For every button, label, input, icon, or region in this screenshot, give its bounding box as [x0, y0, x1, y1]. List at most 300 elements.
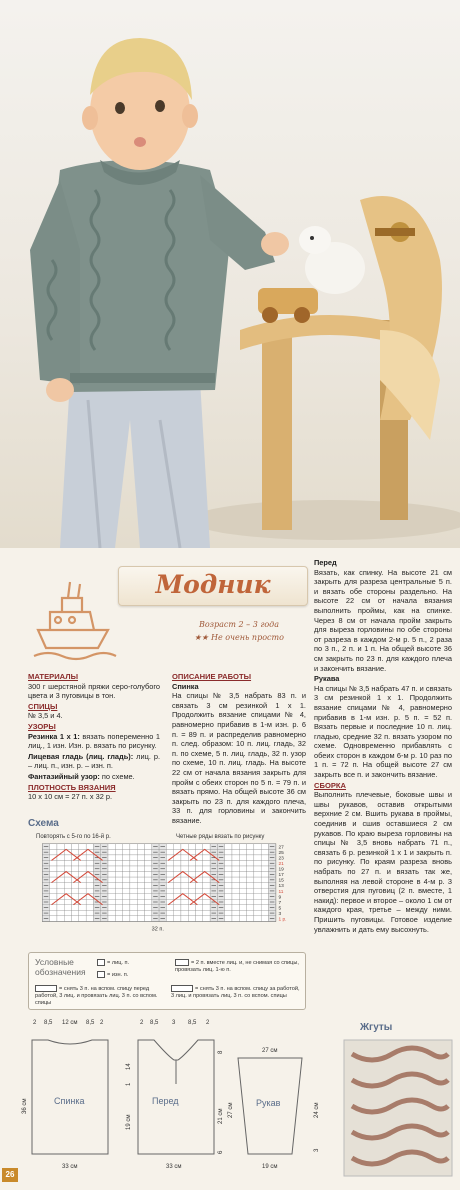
chart-cell	[57, 844, 64, 850]
chart-cell	[86, 866, 93, 872]
chart-cell	[108, 888, 115, 894]
chart-cell	[108, 910, 115, 916]
chart-cell	[174, 905, 181, 911]
chart-cell	[123, 860, 130, 866]
row-label: 17	[278, 873, 284, 879]
back-top-dim-1: 8,5	[44, 1020, 53, 1026]
chart-cell	[261, 894, 268, 900]
back-top-dim-2: 12 см	[62, 1020, 78, 1026]
chart-cell	[247, 872, 254, 878]
chart-cell	[247, 905, 254, 911]
sleeve-bottom-dim: 19 см	[262, 1164, 278, 1170]
chart-cell	[203, 866, 210, 872]
chart-cell	[115, 872, 122, 878]
even-rows-note: Четные ряды вязать по рисунку	[176, 834, 265, 840]
chart-cell	[188, 866, 195, 872]
chart-cell	[239, 866, 246, 872]
chart-cell	[108, 877, 115, 883]
chart-cell	[232, 905, 239, 911]
needles-heading: СПИЦЫ	[28, 701, 58, 711]
chart-cell	[64, 899, 71, 905]
chart-cell	[115, 905, 122, 911]
front-name: Перед	[152, 1096, 179, 1106]
chart-cell	[188, 916, 195, 922]
chart-cell	[123, 910, 130, 916]
chart-cell	[123, 905, 130, 911]
chart-cell	[225, 905, 232, 911]
chart-cell	[72, 883, 79, 889]
cables-title: Жгуты	[360, 1022, 393, 1033]
chart-cell	[203, 905, 210, 911]
chart-cell	[188, 888, 195, 894]
chart-cell	[115, 860, 122, 866]
chart-cell	[174, 860, 181, 866]
chart-cell	[64, 888, 71, 894]
chart-cell	[166, 910, 173, 916]
legend-item-purl	[97, 971, 128, 979]
front-sleeve-column	[314, 558, 452, 934]
chart-cell	[86, 905, 93, 911]
chart-cell	[254, 888, 261, 894]
chart-cell	[144, 910, 151, 916]
chart-cell	[247, 844, 254, 850]
chart-cell	[72, 860, 79, 866]
chart-cell	[239, 888, 246, 894]
chart-cell	[232, 910, 239, 916]
chart-cell	[79, 910, 86, 916]
rib-title: Резинка 1 х 1:	[28, 731, 80, 741]
cable-front-swatch	[35, 985, 57, 992]
sleeve-top-dim: 27 см	[262, 1048, 278, 1054]
chart-cell	[196, 844, 203, 850]
stockinette-pattern	[28, 752, 160, 771]
chart-cell	[261, 866, 268, 872]
chart-cell	[137, 899, 144, 905]
schema-title: Схема	[28, 818, 59, 829]
ship-toy-icon	[28, 572, 120, 668]
chart-cell	[57, 916, 64, 922]
chart-cell	[50, 916, 57, 922]
chart-cell	[225, 899, 232, 905]
chart-cell	[181, 877, 188, 883]
chart-cell	[137, 872, 144, 878]
chart-cell	[144, 905, 151, 911]
chart-cell	[57, 905, 64, 911]
chart-cell	[239, 849, 246, 855]
difficulty-stars: ★★	[194, 633, 209, 642]
chart-cell	[261, 905, 268, 911]
stockinette-text: лиц. р. – лиц. п., изн. р. – изн. п.	[28, 751, 160, 771]
chart-cell	[79, 888, 86, 894]
chart-cell	[181, 916, 188, 922]
chart-cell	[130, 860, 137, 866]
chart-cell	[108, 844, 115, 850]
chart-cell	[247, 883, 254, 889]
chart-cell	[144, 899, 151, 905]
chart-cell	[203, 888, 210, 894]
chart-cell	[137, 855, 144, 861]
chart-cell	[261, 855, 268, 861]
chart-cell	[181, 899, 188, 905]
row-label: 9	[278, 895, 282, 901]
chart-cell	[72, 866, 79, 872]
chart-cell	[79, 883, 86, 889]
front-top-dim-1: 8,5	[150, 1020, 159, 1026]
chart-cell	[130, 905, 137, 911]
chart-cell	[137, 844, 144, 850]
chart-cell	[72, 916, 79, 922]
chart-cell	[232, 899, 239, 905]
back-side-dim: 36 см	[22, 1098, 28, 1114]
row-label: 21	[278, 862, 284, 868]
chart-cell	[123, 883, 130, 889]
chart-cell	[166, 866, 173, 872]
chart-cell	[225, 844, 232, 850]
chart-cell	[115, 866, 122, 872]
chart-cell	[123, 877, 130, 883]
chart-cell	[86, 860, 93, 866]
chart-cell	[254, 849, 261, 855]
chart-cell	[247, 910, 254, 916]
chart-cell	[144, 855, 151, 861]
chart-cell	[86, 899, 93, 905]
chart-cell	[64, 877, 71, 883]
instructions-heading: ОПИСАНИЕ РАБОТЫ	[172, 672, 252, 681]
chart-cell	[225, 877, 232, 883]
chart-cell	[225, 894, 232, 900]
chart-cell	[181, 844, 188, 850]
chart-cell	[247, 866, 254, 872]
chart-cell	[123, 866, 130, 872]
chart-cell	[64, 883, 71, 889]
chart-cell	[86, 910, 93, 916]
chart-cell	[232, 916, 239, 922]
chart-cell	[196, 866, 203, 872]
front-top-dim-2: 3	[172, 1020, 176, 1026]
chart-cell	[123, 888, 130, 894]
chart-cell	[72, 888, 79, 894]
chart-cell	[239, 860, 246, 866]
chart-cell	[196, 910, 203, 916]
back-top-dim-0: 2	[33, 1020, 37, 1026]
chart-cell	[239, 894, 246, 900]
chart-cell	[50, 844, 57, 850]
chart-cell	[232, 844, 239, 850]
chart-cell	[50, 888, 57, 894]
chart-cell	[137, 860, 144, 866]
back-top-dim-3: 8,5	[86, 1020, 95, 1026]
chart-cell	[196, 888, 203, 894]
chart-cell	[130, 844, 137, 850]
chart-cell	[247, 877, 254, 883]
chart-cell	[115, 877, 122, 883]
assembly-heading: СБОРКА	[314, 780, 347, 790]
legend-text-twist: = 2 п. вместе лиц. и, не снимая со спицы, провязать лиц. 1-ю п.	[175, 959, 299, 973]
chart-cell	[166, 844, 173, 850]
chart-cell	[50, 905, 57, 911]
chart-cell	[64, 916, 71, 922]
chart-cell	[57, 910, 64, 916]
materials-heading: МАТЕРИАЛЫ	[28, 672, 78, 681]
front-left-dim-0: 8	[218, 1050, 224, 1054]
legend-item-cable-back	[171, 985, 303, 1000]
chart-cell	[254, 844, 261, 850]
chart-cell	[130, 894, 137, 900]
chart-cell	[239, 916, 246, 922]
chart-cell	[203, 877, 210, 883]
repeat-note: Повторять с 5-го по 16-й р.	[36, 834, 111, 840]
chart-cell	[108, 855, 115, 861]
chart-cell	[137, 894, 144, 900]
chart-cell	[115, 849, 122, 855]
chart-cell	[108, 872, 115, 878]
chart-cell	[72, 910, 79, 916]
chart-cell	[86, 844, 93, 850]
chart-cell	[123, 894, 130, 900]
chart-cell	[225, 860, 232, 866]
chart-cell	[108, 899, 115, 905]
row-label: 11	[278, 889, 284, 895]
row-label: 7	[278, 900, 282, 906]
row-label: 19	[278, 867, 284, 873]
chart-cell	[261, 883, 268, 889]
chart-cell	[247, 899, 254, 905]
page-title: Модник	[155, 570, 271, 599]
back-top-dim-4: 2	[100, 1020, 104, 1026]
chart-cell	[254, 860, 261, 866]
chart-cell	[115, 888, 122, 894]
back-bottom-dim: 33 см	[62, 1164, 78, 1170]
chart-cell	[130, 899, 137, 905]
chart-cell	[225, 855, 232, 861]
chart-cell	[115, 916, 122, 922]
chart-cell	[50, 872, 57, 878]
sleeve-side-dim-0: 24 см	[314, 1102, 320, 1118]
chart-cell	[57, 866, 64, 872]
pattern-page	[0, 548, 460, 1190]
chart-cell	[64, 866, 71, 872]
chart-cell	[115, 899, 122, 905]
difficulty-line	[170, 631, 308, 644]
stockinette-title: Лицевая гладь (лиц. гладь):	[28, 751, 134, 761]
chart-cell	[79, 860, 86, 866]
chart-cell	[130, 888, 137, 894]
chart-cell	[203, 910, 210, 916]
chart-cell	[261, 888, 268, 894]
chart-cell	[50, 910, 57, 916]
chart-cell	[144, 849, 151, 855]
chart-cell	[232, 860, 239, 866]
legend-text-knit: = лиц. п.	[107, 959, 130, 966]
chart-cell	[261, 849, 268, 855]
chart-cell	[232, 877, 239, 883]
chart-cell	[72, 844, 79, 850]
chart-cell	[64, 905, 71, 911]
chart-cell	[181, 866, 188, 872]
chart-cell	[86, 877, 93, 883]
chart-cell	[79, 905, 86, 911]
chart-cell	[64, 910, 71, 916]
chart-cell	[232, 888, 239, 894]
patterns-heading: УЗОРЫ	[28, 721, 56, 731]
twist-swatch	[175, 959, 189, 966]
chart-cell	[188, 905, 195, 911]
chart-cell	[64, 855, 71, 861]
gauge-text: 10 х 10 см = 27 п. х 32 р.	[28, 792, 113, 802]
chart-cell	[174, 883, 181, 889]
legend-text-purl: = изн. п.	[107, 971, 129, 978]
chart-cell	[137, 905, 144, 911]
chart-cell	[137, 910, 144, 916]
front-bottom-dim: 33 см	[166, 1164, 182, 1170]
page-number: 26	[2, 1168, 18, 1182]
chart-cell	[239, 905, 246, 911]
chart-cell	[166, 916, 173, 922]
back-name: Спинка	[54, 1096, 85, 1106]
chart-cell	[247, 916, 254, 922]
chart-cell	[239, 910, 246, 916]
row-label: 27	[278, 845, 284, 851]
front-top-dim-4: 2	[206, 1020, 210, 1026]
chart-cell	[203, 860, 210, 866]
front-side-dim-1: 1	[126, 1082, 132, 1086]
knit-swatch	[97, 959, 105, 966]
chart-cell	[203, 844, 210, 850]
chart-cell	[130, 883, 137, 889]
chart-cell	[108, 894, 115, 900]
legend-title: Условные обозначения	[35, 957, 86, 977]
chart-cell	[86, 883, 93, 889]
chart-cell	[144, 916, 151, 922]
chart-cell	[254, 883, 261, 889]
rib-pattern	[28, 732, 160, 751]
fancy-text: по схеме.	[101, 771, 135, 781]
chart-cell	[188, 883, 195, 889]
chart-cell	[261, 899, 268, 905]
chart-cell	[232, 894, 239, 900]
size-line: Возраст 2 – 3 года	[198, 620, 280, 629]
chart-cell	[137, 849, 144, 855]
chart-cell	[203, 916, 210, 922]
chart-cell	[144, 894, 151, 900]
front-text: Вязать, как спинку. На высоте 21 см закрыть для разреза центральные 5 п. и вязать обе стороны раздельно. На высоте 22 см от начала вязания выполнить проймы, как на спинке. Через 8 см от начала пройм закрыть для выреза горловины по обе стороны от разреза в каждом 2-м р. 5 п., 2 раза по 3 п., 2 п. и 1 п. На общей высоте 36 см закрыть по 23 п. для каждого плеча и закончить вязание.	[314, 567, 452, 673]
chart-cell	[130, 916, 137, 922]
chart-cell	[239, 883, 246, 889]
chart-cell	[239, 872, 246, 878]
chart-cell	[123, 849, 130, 855]
chart-cell	[174, 888, 181, 894]
chart-cell	[181, 910, 188, 916]
chart-cell	[144, 844, 151, 850]
knitting-chart	[28, 842, 306, 938]
front-side-dim-0: 14	[126, 1063, 132, 1070]
chart-cell	[232, 855, 239, 861]
chart-cell	[254, 916, 261, 922]
chart-cell	[79, 844, 86, 850]
chart-cell	[181, 905, 188, 911]
chart-cell	[108, 866, 115, 872]
chart-cell	[130, 910, 137, 916]
chart-cell	[225, 849, 232, 855]
chart-cell	[50, 883, 57, 889]
chart-cell	[261, 872, 268, 878]
legend-box	[28, 952, 306, 1010]
needles-text: № 3,5 и 4.	[28, 711, 63, 721]
chart-cell	[254, 894, 261, 900]
chart-cell	[130, 855, 137, 861]
front-left-dim-2: 6	[218, 1150, 224, 1154]
chart-cell	[108, 916, 115, 922]
front-side-dim-2: 19 см	[126, 1114, 132, 1130]
chart-cell	[108, 860, 115, 866]
chart-cell	[137, 866, 144, 872]
chart-cell	[166, 849, 173, 855]
assembly-text: Выполнить плечевые, боковые швы и швы рукавов, оставив открытыми верхние 2 см. Вшить рукава в проймы, соединив и сшив оставшиеся 2 см рукавов. По краю выреза горловины на спицы № 3,5 вновь набрать 71 п., связать 6 р. резинкой 1 х 1 и закрыть п. по рисунку. По краям разреза вновь набрать по 27 п. и вязать так же, выполняя на левой стороне в 4-м р. 3 отверстия для пуговиц (2 п. вместе, 1 накид): первое и второе – около 1 см от каждого края, третье – между ними. Пришить пуговицы. Готовое изделие увлажнить и дать ему высохнуть.	[314, 790, 452, 934]
difficulty-text: Не очень просто	[210, 633, 284, 642]
row-label: 23	[278, 856, 284, 862]
chart-cell	[166, 860, 173, 866]
materials-column	[28, 672, 160, 802]
sleeve-side-dim-1: 3	[314, 1148, 320, 1152]
chart-cell	[50, 849, 57, 855]
chart-cell	[130, 872, 137, 878]
chart-cell	[188, 910, 195, 916]
chart-cell	[166, 872, 173, 878]
chart-cell	[86, 916, 93, 922]
chart-cell	[247, 888, 254, 894]
chart-cell	[130, 849, 137, 855]
chart-cell	[115, 894, 122, 900]
fancy-title: Фантазийный узор:	[28, 771, 100, 781]
chart-cell	[144, 860, 151, 866]
instructions-column	[172, 672, 306, 826]
chart-cell	[232, 872, 239, 878]
chart-width-label: 32 п.	[151, 926, 164, 933]
materials-text: 300 г шерстяной пряжи серо-голубого цвета и 3 пуговицы в тон.	[28, 681, 160, 701]
back-heading: Спинка	[172, 681, 199, 691]
chart-cell	[137, 883, 144, 889]
chart-cell	[247, 849, 254, 855]
rib-text: вязать попеременно 1 лиц., 1 изн. Изн. р. вязать по рисунку.	[28, 731, 160, 751]
chart-cell	[115, 883, 122, 889]
cable-back-swatch	[171, 985, 193, 992]
fancy-pattern	[28, 772, 160, 782]
chart-cell	[196, 905, 203, 911]
sleeve-heading: Рукава	[314, 674, 340, 684]
row-label: 1 р.	[278, 917, 287, 923]
chart-cell	[115, 844, 122, 850]
chart-cell	[247, 860, 254, 866]
chart-cell	[203, 855, 210, 861]
row-label: 3	[278, 911, 282, 917]
chart-cell	[239, 844, 246, 850]
chart-cell	[254, 855, 261, 861]
front-top-dim-3: 8,5	[188, 1020, 197, 1026]
chart-cell	[181, 888, 188, 894]
chart-cell	[130, 866, 137, 872]
chart-cell	[174, 910, 181, 916]
sleeve-text: На спицы № 3,5 набрать 47 п. и связать 3 см резинкой 1 х 1. Продолжить вязание спицами № 4, равномерно прибавив в 1-м изн. р. 5 п. = 52 п. Вязать первые и последние 10 п. лиц. гладью, средние 32 п. вязать узором по схеме. Одновременно прибавлять с обеих сторон в каждом 6-м р. 10 раз по 1 п. = 72 п. На общей высоте 27 см закрыть все п. и закончить вязание.	[314, 683, 452, 780]
chart-cell	[108, 883, 115, 889]
chart-cell	[254, 877, 261, 883]
chart-cell	[174, 916, 181, 922]
chart-cell	[239, 855, 246, 861]
chart-cell	[57, 883, 64, 889]
chart-cell	[79, 866, 86, 872]
chart-cell	[225, 910, 232, 916]
chart-cell	[232, 849, 239, 855]
chart-cell	[239, 877, 246, 883]
